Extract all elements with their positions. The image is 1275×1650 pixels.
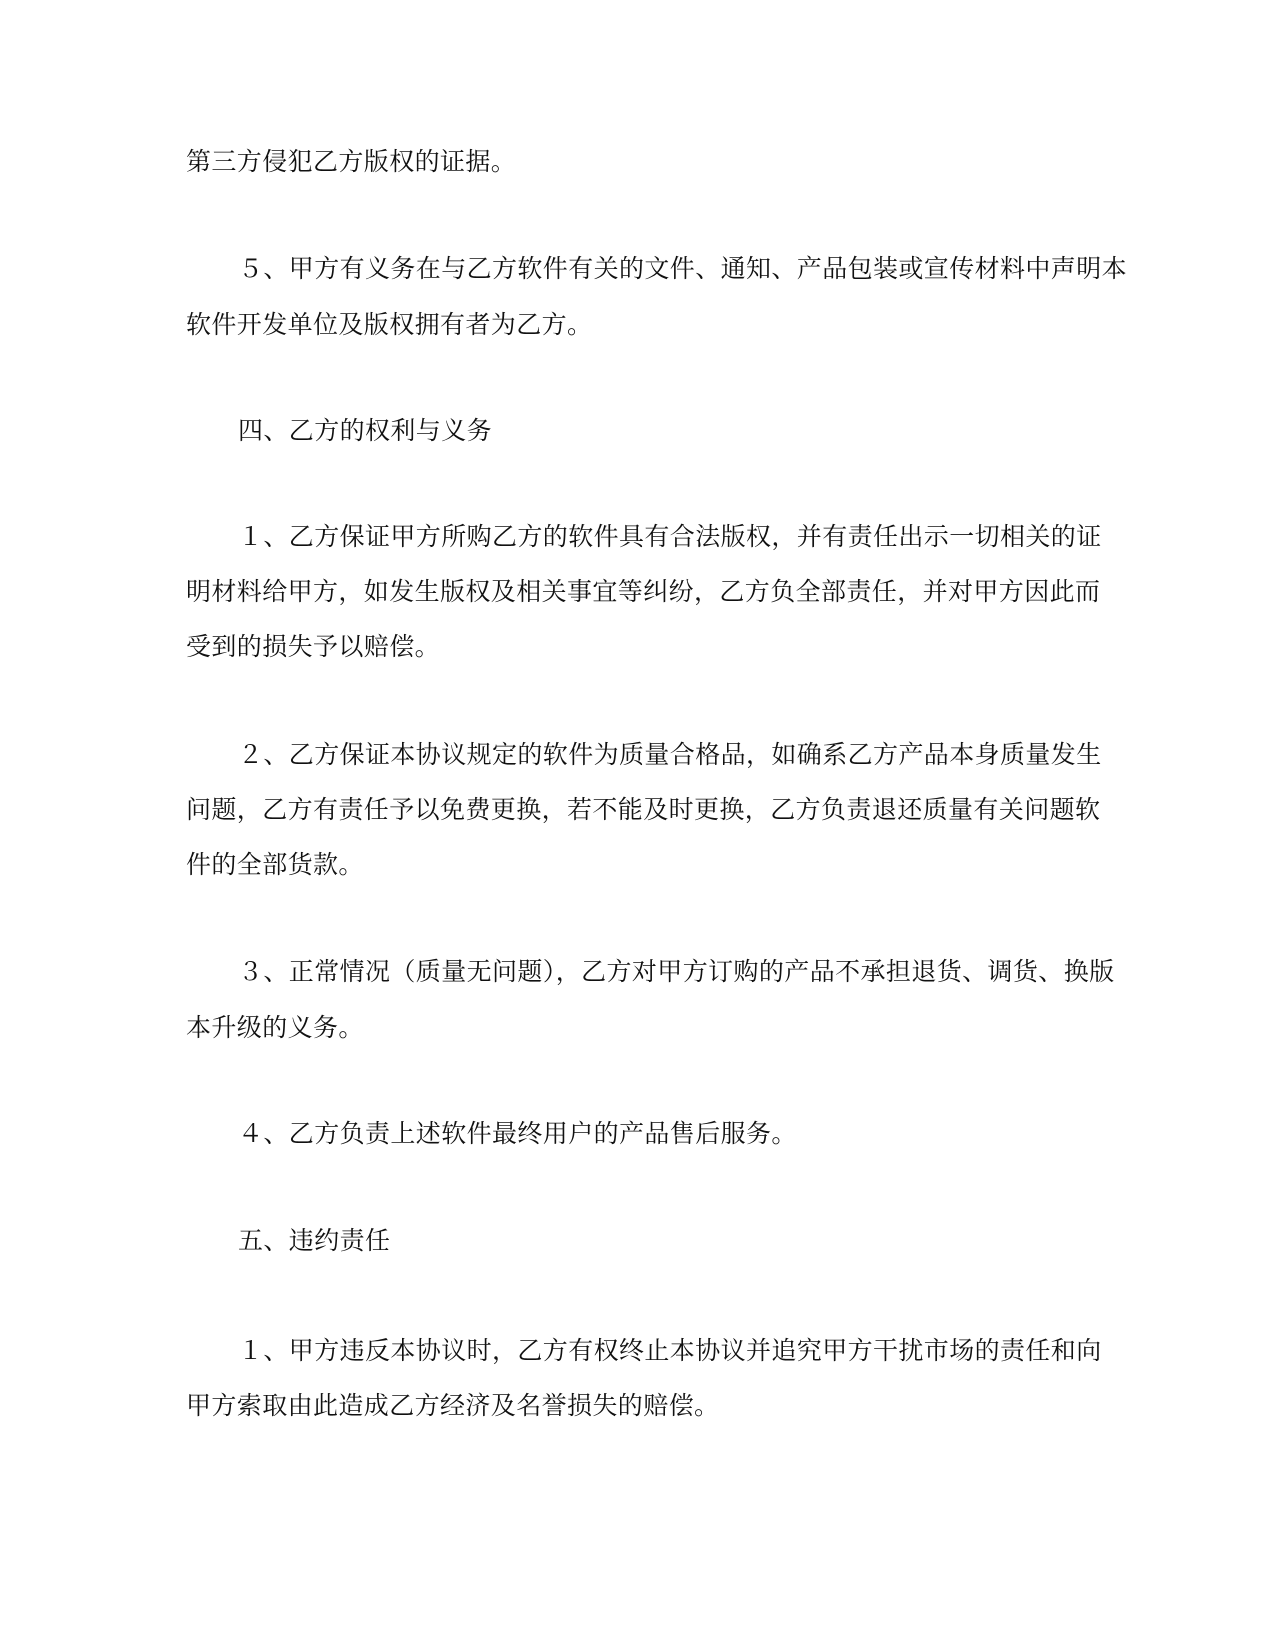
clause-4-line: ４、乙方负责上述软件最终用户的产品售后服务。 <box>238 1119 797 1148</box>
text-line: 件的全部货款。 <box>186 850 364 879</box>
section-heading: 五、违约责任 <box>238 1226 391 1255</box>
text-line: 问题，乙方有责任予以免费更换，若不能及时更换，乙方负责退还质量有关问题软 <box>186 795 1101 824</box>
text-line: 软件开发单位及版权拥有者为乙方。 <box>186 310 593 339</box>
clause-1-line: １、乙方保证甲方所购乙方的软件具有合法版权，并有责任出示一切相关的证 <box>238 522 1102 551</box>
text-line: 甲方索取由此造成乙方经济及名誉损失的赔偿。 <box>186 1391 720 1420</box>
text-line: 受到的损失予以赔偿。 <box>186 632 441 661</box>
clause-2-line: ２、乙方保证本协议规定的软件为质量合格品，如确系乙方产品本身质量发生 <box>238 740 1102 769</box>
text-line: 本升级的义务。 <box>186 1013 364 1042</box>
clause-1-line: １、甲方违反本协议时，乙方有权终止本协议并追究甲方干扰市场的责任和向 <box>238 1336 1102 1365</box>
section-heading: 四、乙方的权利与义务 <box>238 416 493 445</box>
clause-3-line: ３、正常情况（质量无问题），乙方对甲方订购的产品不承担退货、调货、换版 <box>238 957 1115 986</box>
text-line: 第三方侵犯乙方版权的证据。 <box>186 147 517 176</box>
text-line: 明材料给甲方，如发生版权及相关事宜等纠纷，乙方负全部责任，并对甲方因此而 <box>186 577 1101 606</box>
clause-4-5-line: ５、甲方有义务在与乙方软件有关的文件、通知、产品包装或宣传材料中声明本 <box>238 254 1128 283</box>
